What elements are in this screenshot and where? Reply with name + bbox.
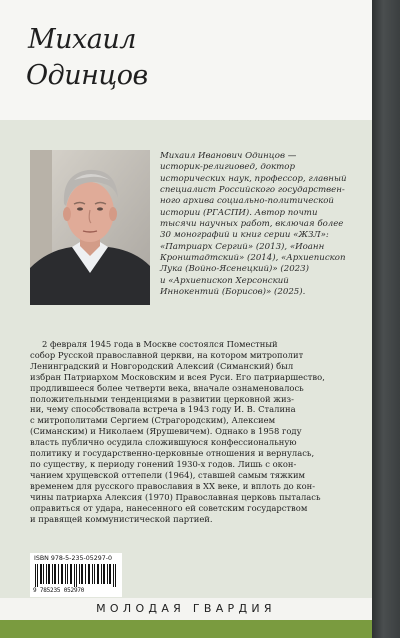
bio-line: «Патриарх Сергий» (2013), «Иоанн <box>160 241 325 252</box>
annotation-line: Ленинградский и Новгородский Алексий (Симанский) был <box>30 360 294 371</box>
bio-line: тысячи научных работ, включая более <box>160 219 344 230</box>
author-bio <box>160 151 365 298</box>
bio-line: специалист Российского государствен- <box>160 185 345 196</box>
annotation-line: чины патриарха Алексия (1970) Православная церковь пыталась <box>30 491 321 502</box>
barcode <box>30 553 122 597</box>
barcode-number: 9 785235 052970 <box>33 587 85 594</box>
author-last-name: Одинцов <box>26 60 148 91</box>
annotation-line: и правящей коммунистической партией. <box>30 513 213 524</box>
annotation-line: с митрополитами Сергием (Страгородским), Алексием <box>30 415 276 426</box>
bio-line: Иннокентий (Борисов)» (2025). <box>160 287 306 298</box>
annotation-line: ни, чему способствовала встреча в 1943 году И. В. Сталина <box>30 404 296 415</box>
annotation-text <box>30 339 363 524</box>
annotation-line: власть публично осудила сложившуюся конфессиональную <box>30 437 297 448</box>
author-portrait-illustration <box>30 150 150 305</box>
isbn-label: ISBN 978-5-235-05297-0 <box>34 555 113 562</box>
annotation-line: продлившееся более четверти века, вначале ознаменовалось <box>30 382 304 393</box>
annotation-line: 2 февраля 1945 года в Москве состоялся Поместный <box>42 339 278 349</box>
bio-line: и «Архиепископ Херсонский <box>160 275 289 286</box>
annotation-line: временем для русского православия в XX веке, и вплоть до кон- <box>30 480 316 491</box>
book-spine <box>372 0 400 638</box>
publisher-name: МОЛОДАЯ ГВАРДИЯ <box>96 602 276 615</box>
bio-line: исторических наук, профессор, главный <box>160 173 347 184</box>
annotation-line: избран Патриархом Московским и всея Руси. Его патриаршество, <box>30 371 325 382</box>
bio-line: ного архива социально-политической <box>160 196 334 207</box>
bio-line: историк-религиовед, доктор <box>160 162 295 173</box>
publisher-band <box>0 598 372 620</box>
annotation-line: оправиться от удара, нанесенного ей советским государством <box>30 502 308 513</box>
barcode-bars-icon <box>34 564 118 587</box>
bio-line: Михаил Иванович Одинцов — <box>160 151 297 161</box>
bio-line: истории (РГАСПИ). Автор почти <box>160 207 318 218</box>
bio-line: 30 монографий и книг серии «ЖЗЛ»: <box>160 230 329 241</box>
annotation-line: чанием хрущевской оттепели (1964), ставшей самым тяжким <box>30 469 306 480</box>
annotation-line: положительными тенденциями в развитии церковной жиз- <box>30 393 294 404</box>
annotation-line: политику и государственно-церковные отношения и вернулась, <box>30 448 315 459</box>
author-first-name: Михаил <box>28 24 136 55</box>
author-photo <box>30 150 150 305</box>
bio-line: Кронштадтский» (2014), «Архиепископ <box>160 253 346 264</box>
annotation-line: по существу, к периоду гонений 1930-х годов. Лишь с окон- <box>30 458 297 469</box>
annotation-line: собор Русской православной церкви, на котором митрополит <box>30 349 304 360</box>
annotation-line: (Симанским) и Николаем (Ярушевичем). Однако в 1958 году <box>30 426 302 437</box>
author-band <box>0 0 372 120</box>
bio-line: Лука (Войно-Ясенецкий)» (2023) <box>160 264 309 275</box>
bottom-color-strip <box>0 620 372 638</box>
